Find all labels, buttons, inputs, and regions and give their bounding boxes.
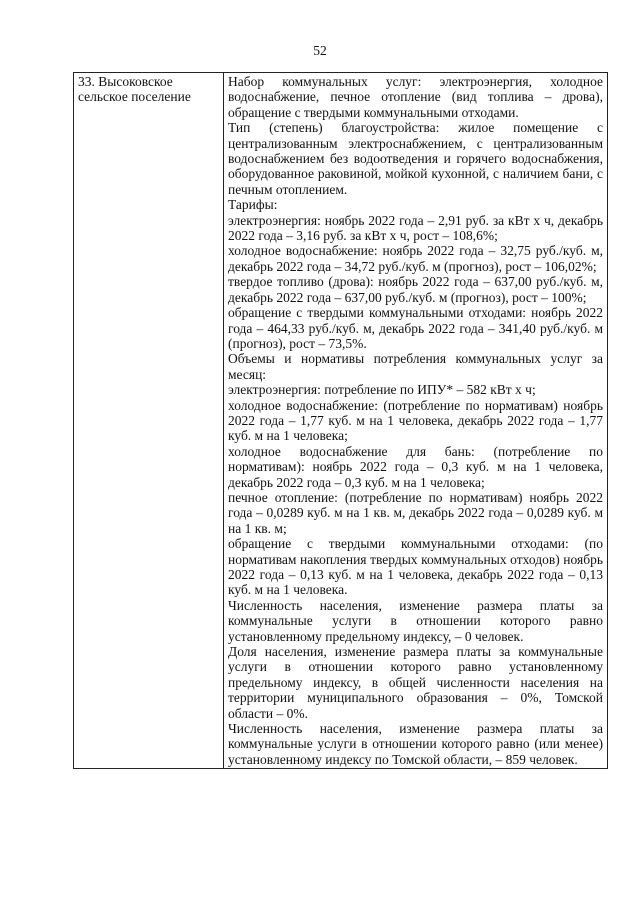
tariff-solid-fuel: твердое топливо (дрова): ноябрь 2022 года – 637,00 руб./куб. м, декабрь 2022 года – 637,00 руб./куб. м (прогноз), рост – 100%; [228, 274, 603, 305]
tariff-cold-water: холодное водоснабжение: ноябрь 2022 года – 32,75 руб./куб. м, декабрь 2022 года – 34,72 руб./куб. м (прогноз), рост – 106,02%; [228, 243, 603, 274]
tariff-electricity: электроэнергия: ноябрь 2022 года – 2,91 руб. за кВт х ч, декабрь 2022 года – 3,16 руб. за кВт х ч, рост – 108,6%; [228, 212, 603, 244]
municipality-table [73, 72, 608, 769]
volume-cold-water-baths: холодное водоснабжение для бань: (потребление по нормативам): ноябрь 2022 года – 0,3 куб. м на 1 человека, декабрь 2022 года – 0,3 куб. м на 1 человека; [228, 443, 603, 490]
tariff-solid-waste: обращение с твердыми коммунальными отходами: ноябрь 2022 года – 464,33 руб./куб. м, декабрь 2022 года – 341,40 руб./куб. м (прогноз), рост – 73,5%. [228, 305, 603, 351]
population-below-regional-index: Численность населения, изменение размера платы за коммунальные услуги в отношении которого равно (или менее) установленному индексу по Томской области, – 859 человек. [228, 721, 603, 767]
tariffs-heading: Тарифы: [228, 197, 278, 213]
population-share-paragraph: Доля населения, изменение размера платы за коммунальные услуги в отношении которого равно установленному предельному индексу, в общей численности населения на территории муниципального образования – 0%, Томской области – 0%. [228, 644, 603, 721]
page-number: 52 [313, 43, 327, 58]
volume-solid-waste: обращение с твердыми коммунальными отходами: (по нормативам накопления твердых коммунальных отходов) ноябрь 2022 года – 0,13 куб. м на 1 человека, декабрь 2022 года – 0,13 куб. м на 1 человека. [228, 536, 603, 598]
volume-stove-heating: печное отопление: (потребление по нормативам) ноябрь 2022 года – 0,0289 куб. м на 1 кв. м, декабрь 2022 года – 0,0289 куб. м на 1 кв. м; [228, 489, 603, 536]
utility-details-cell [224, 73, 608, 769]
utility-set-paragraph: Набор коммунальных услуг: электроэнергия, холодное водоснабжение, печное отопление (вид топлива – дрова), обращение с твердыми коммунальными отходами. [228, 74, 603, 120]
municipality-name-cell [74, 73, 224, 769]
improvement-type-paragraph: Тип (степень) благоустройства: жилое помещение с централизованным электроснабжением, с централизованным водоснабжением без водоотведения и горячего водоснабжения, оборудованное раковиной, мойкой кухонной, с наличием бани, с печным отоплением. [228, 120, 603, 197]
volume-cold-water: холодное водоснабжение: (потребление по нормативам) ноябрь 2022 года – 1,77 куб. м на 1 человека, декабрь 2022 года – 1,77 куб. м на 1 человека; [228, 397, 603, 444]
population-at-limit-index: Численность населения, изменение размера платы за коммунальные услуги в отношении которого равно установленному предельному индексу, – 0 человек. [228, 597, 603, 644]
table-row [74, 73, 608, 769]
municipality-name: 33. Высоковское сельское поселение [78, 74, 191, 105]
volume-electricity: электроэнергия: потребление по ИПУ* – 582 кВт х ч; [228, 382, 536, 398]
volumes-heading: Объемы и нормативы потребления коммунальных услуг за месяц: [228, 351, 603, 382]
